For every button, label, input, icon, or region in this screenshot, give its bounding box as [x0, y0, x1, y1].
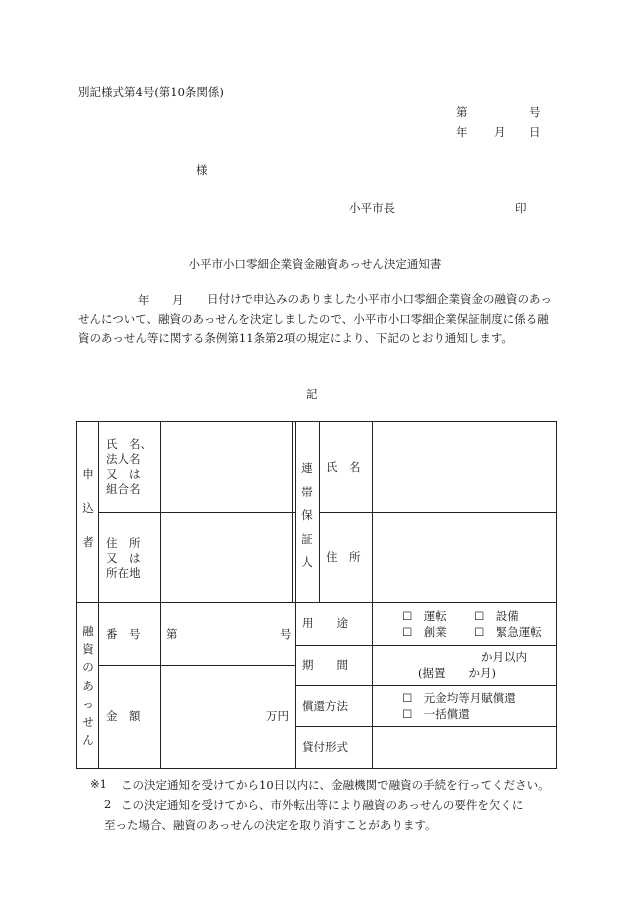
seal-mark: 印: [515, 201, 527, 215]
note-2-line2: 至った場合、融資のあっせんの決定を取り消すことがあります。: [104, 818, 437, 832]
number-go: 号: [280, 627, 292, 641]
form-number: 別記様式第4号(第10条関係): [78, 85, 224, 99]
term-months: か月以内: [481, 650, 527, 664]
number-dai: 第: [166, 627, 178, 641]
document-title: 小平市小口零細企業資金融資あっせん決定通知書: [188, 257, 442, 271]
guarantor-name-label: 氏 名: [326, 460, 361, 474]
body-date-year: 年: [138, 293, 150, 307]
purpose-option-emergency[interactable]: ☐ 緊急運転: [474, 625, 542, 639]
note-1: この決定通知を受けてから10日以内に、金融機関で融資の手続を行ってください。: [121, 778, 550, 792]
body-text: [78, 290, 556, 349]
repayment-label: 償還方法: [302, 699, 348, 713]
purpose-label: 用 途: [302, 616, 348, 630]
purpose-option-startup[interactable]: ☐ 創業: [402, 625, 447, 639]
body-text-content: 日付けで申込みのありました小平市小口零細企業資金の融資のあっせんについて、融資のあっせんを決定しましたので、小平市小口零細企業保証制度に係る融資のあっせん等に関する条例第11条第2項の規定により、下記のとおり通知します。: [78, 292, 552, 345]
note-mark: ※1: [90, 777, 107, 791]
guarantor-address-label: 住 所: [326, 550, 361, 564]
issue-no-go: 号: [529, 105, 541, 119]
amount-unit: 万円: [266, 709, 289, 723]
ki-mark: 記: [306, 387, 318, 401]
amount-label: 金 額: [106, 709, 141, 723]
issue-date-year: 年: [456, 125, 468, 139]
issue-date-month: 月: [494, 125, 506, 139]
issue-date-day: 日: [529, 125, 541, 139]
loan-header: 融資のあっせん: [82, 624, 94, 748]
loan-form-label: 貸付形式: [302, 740, 348, 754]
term-label: 期 間: [302, 658, 348, 672]
purpose-option-operating[interactable]: ☐ 運転: [402, 609, 447, 623]
number-label: 番 号: [106, 627, 141, 641]
repay-option-installment[interactable]: ☐ 元金均等月賦償還: [402, 691, 516, 705]
purpose-option-equipment[interactable]: ☐ 設備: [474, 609, 519, 623]
addressee-sama: 様: [196, 163, 208, 177]
term-grace: (据置 か月): [418, 666, 496, 680]
applicant-address-label: 住 所 又 は 所在地: [106, 536, 141, 580]
body-date-month: 月: [172, 293, 184, 307]
note-2-line1: この決定通知を受けてから、市外転出等により融資のあっせんの要件を欠くに: [121, 798, 524, 812]
applicant-header: 申込者: [82, 467, 94, 549]
repay-option-lump-sum[interactable]: ☐ 一括償還: [402, 707, 470, 721]
guarantor-header: 連帯保証人: [301, 461, 313, 569]
mayor-name: 小平市長: [349, 201, 395, 215]
applicant-name-label: 氏 名、 法人名 又 は 組合名: [106, 437, 152, 496]
note-2-number: 2: [104, 797, 112, 811]
issue-no-dai: 第: [456, 105, 468, 119]
